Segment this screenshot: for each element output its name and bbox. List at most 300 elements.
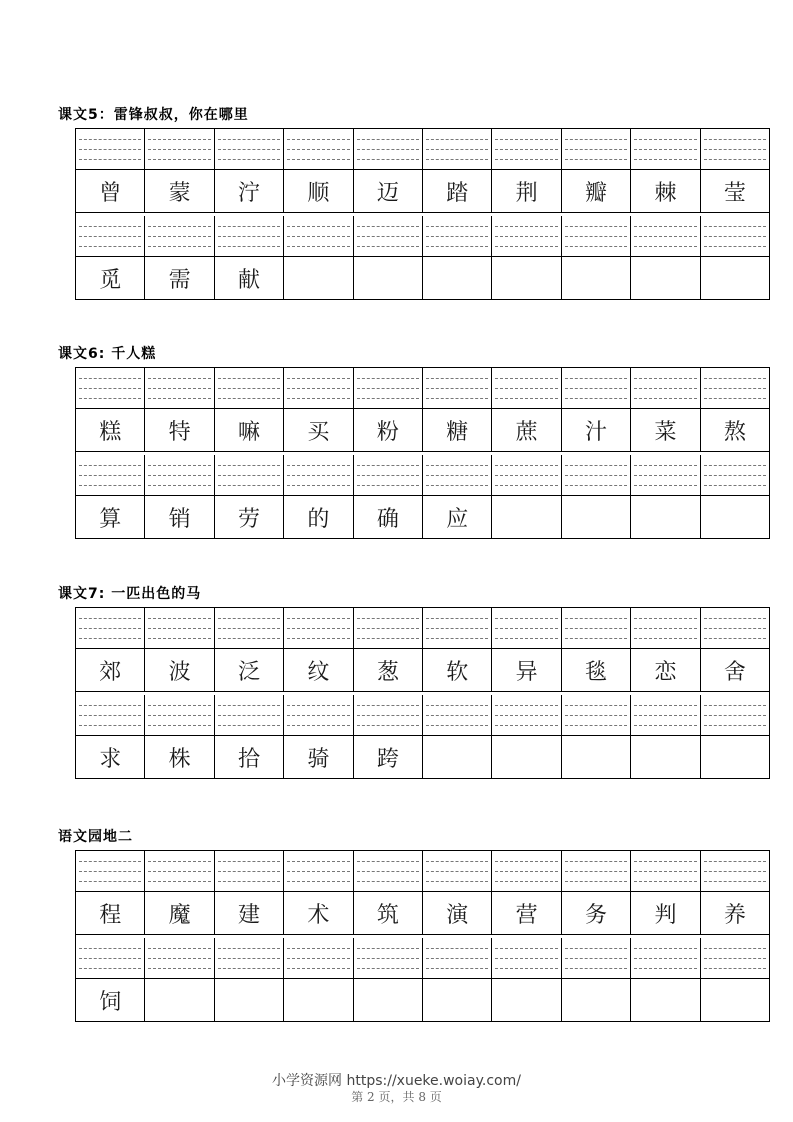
- dashed-guide-line: [565, 861, 627, 862]
- pinyin-cell[interactable]: [631, 129, 700, 169]
- dashed-guide-line: [218, 725, 280, 726]
- hanzi-cell[interactable]: [631, 736, 700, 778]
- hanzi-row: [76, 496, 769, 538]
- dashed-guide-line: [495, 388, 557, 389]
- dashed-guide-line: [287, 465, 349, 466]
- dashed-guide-line: [357, 475, 419, 476]
- dashed-guide-line: [79, 149, 141, 150]
- dashed-guide-line: [495, 226, 557, 227]
- dashed-guide-line: [357, 618, 419, 619]
- dashed-guide-line: [287, 881, 349, 882]
- dashed-guide-line: [426, 388, 488, 389]
- pinyin-cell[interactable]: [631, 695, 700, 735]
- hanzi-cell[interactable]: [492, 736, 561, 778]
- pinyin-cell[interactable]: [354, 455, 423, 495]
- dashed-guide-line: [148, 968, 210, 969]
- dashed-guide-line: [79, 159, 141, 160]
- dashed-guide-line: [148, 246, 210, 247]
- hanzi-cell: 迈: [354, 170, 423, 212]
- pinyin-cell[interactable]: [423, 129, 492, 169]
- pinyin-cell[interactable]: [145, 129, 214, 169]
- character-row: [76, 368, 769, 451]
- hanzi-row: [76, 892, 769, 934]
- dashed-guide-line: [148, 881, 210, 882]
- hanzi-cell[interactable]: [284, 257, 353, 299]
- pinyin-cell[interactable]: [215, 695, 284, 735]
- pinyin-cell[interactable]: [284, 938, 353, 978]
- dashed-guide-line: [357, 725, 419, 726]
- pinyin-cell[interactable]: [145, 938, 214, 978]
- hanzi-cell[interactable]: [354, 257, 423, 299]
- dashed-guide-line: [426, 485, 488, 486]
- dashed-guide-line: [287, 638, 349, 639]
- dashed-guide-line: [79, 881, 141, 882]
- pinyin-cell[interactable]: [631, 455, 700, 495]
- pinyin-cell[interactable]: [76, 455, 145, 495]
- hanzi-row: [76, 409, 769, 451]
- pinyin-cell[interactable]: [145, 216, 214, 256]
- hanzi-cell[interactable]: [631, 257, 700, 299]
- pinyin-cell[interactable]: [701, 368, 769, 408]
- hanzi-cell[interactable]: [423, 736, 492, 778]
- pinyin-cell[interactable]: [631, 368, 700, 408]
- hanzi-cell: 瓣: [562, 170, 631, 212]
- dashed-guide-line: [495, 246, 557, 247]
- dashed-guide-line: [704, 378, 766, 379]
- dashed-guide-line: [495, 715, 557, 716]
- dashed-guide-line: [287, 475, 349, 476]
- dashed-guide-line: [79, 968, 141, 969]
- dashed-guide-line: [218, 159, 280, 160]
- pinyin-cell[interactable]: [492, 368, 561, 408]
- dashed-guide-line: [426, 139, 488, 140]
- character-row: [76, 129, 769, 212]
- dashed-guide-line: [495, 881, 557, 882]
- pinyin-cell[interactable]: [701, 216, 769, 256]
- dashed-guide-line: [704, 628, 766, 629]
- pinyin-cell[interactable]: [423, 695, 492, 735]
- dashed-guide-line: [565, 638, 627, 639]
- hanzi-cell: 嘛: [215, 409, 284, 451]
- pinyin-cell[interactable]: [562, 455, 631, 495]
- hanzi-cell[interactable]: [145, 979, 214, 1021]
- dashed-guide-line: [79, 705, 141, 706]
- dashed-guide-line: [218, 388, 280, 389]
- pinyin-cell[interactable]: [631, 938, 700, 978]
- hanzi-row: [76, 170, 769, 212]
- dashed-guide-line: [495, 236, 557, 237]
- section-title: 课文6: 千人糕: [58, 346, 157, 362]
- dashed-guide-line: [426, 226, 488, 227]
- pinyin-cell[interactable]: [631, 851, 700, 891]
- dashed-guide-line: [704, 236, 766, 237]
- dashed-guide-line: [634, 236, 696, 237]
- hanzi-cell[interactable]: [562, 979, 631, 1021]
- hanzi-cell[interactable]: [701, 257, 769, 299]
- dashed-guide-line: [357, 159, 419, 160]
- dashed-guide-line: [357, 638, 419, 639]
- dashed-guide-line: [565, 236, 627, 237]
- pinyin-cell[interactable]: [701, 695, 769, 735]
- dashed-guide-line: [495, 968, 557, 969]
- pinyin-cell[interactable]: [284, 129, 353, 169]
- pinyin-cell[interactable]: [423, 938, 492, 978]
- pinyin-cell[interactable]: [354, 216, 423, 256]
- dashed-guide-line: [287, 725, 349, 726]
- dashed-guide-line: [634, 871, 696, 872]
- dashed-guide-line: [218, 861, 280, 862]
- hanzi-cell: 郊: [76, 649, 145, 691]
- hanzi-cell[interactable]: [701, 736, 769, 778]
- hanzi-cell[interactable]: [562, 736, 631, 778]
- pinyin-cell[interactable]: [492, 216, 561, 256]
- hanzi-cell: 拾: [215, 736, 284, 778]
- dashed-guide-line: [148, 861, 210, 862]
- dashed-guide-line: [79, 638, 141, 639]
- pinyin-cell[interactable]: [701, 129, 769, 169]
- section-title: 课文5：雷锋叔叔，你在哪里: [58, 107, 249, 123]
- hanzi-cell: 程: [76, 892, 145, 934]
- dashed-guide-line: [218, 246, 280, 247]
- pinyin-cell[interactable]: [145, 851, 214, 891]
- pinyin-cell[interactable]: [76, 851, 145, 891]
- pinyin-cell[interactable]: [76, 129, 145, 169]
- dashed-guide-line: [148, 871, 210, 872]
- pinyin-cell[interactable]: [354, 695, 423, 735]
- pinyin-cell[interactable]: [284, 608, 353, 648]
- dashed-guide-line: [704, 226, 766, 227]
- dashed-guide-line: [79, 618, 141, 619]
- dashed-guide-line: [287, 871, 349, 872]
- character-row: [76, 938, 769, 1021]
- dashed-guide-line: [287, 246, 349, 247]
- dashed-guide-line: [287, 628, 349, 629]
- hanzi-cell: 荆: [492, 170, 561, 212]
- dashed-guide-line: [495, 638, 557, 639]
- dashed-guide-line: [704, 618, 766, 619]
- pinyin-cell[interactable]: [76, 695, 145, 735]
- dashed-guide-line: [218, 226, 280, 227]
- dashed-guide-line: [148, 226, 210, 227]
- pinyin-cell[interactable]: [492, 938, 561, 978]
- hanzi-cell[interactable]: [701, 979, 769, 1021]
- dashed-guide-line: [704, 485, 766, 486]
- hanzi-cell[interactable]: [562, 496, 631, 538]
- hanzi-cell: 菜: [631, 409, 700, 451]
- dashed-guide-line: [426, 638, 488, 639]
- hanzi-cell: 波: [145, 649, 214, 691]
- pinyin-cell[interactable]: [354, 608, 423, 648]
- character-row: [76, 455, 769, 538]
- dashed-guide-line: [357, 378, 419, 379]
- dashed-guide-line: [218, 465, 280, 466]
- tianzige-grid: [75, 607, 770, 779]
- dashed-guide-line: [148, 465, 210, 466]
- dashed-guide-line: [148, 638, 210, 639]
- dashed-guide-line: [565, 149, 627, 150]
- pinyin-cell[interactable]: [562, 938, 631, 978]
- hanzi-cell: 泛: [215, 649, 284, 691]
- dashed-guide-line: [148, 725, 210, 726]
- hanzi-cell[interactable]: [492, 496, 561, 538]
- pinyin-cell[interactable]: [284, 851, 353, 891]
- dashed-guide-line: [79, 871, 141, 872]
- dashed-guide-line: [704, 948, 766, 949]
- dashed-guide-line: [634, 139, 696, 140]
- dashed-guide-line: [357, 861, 419, 862]
- pinyin-cell[interactable]: [284, 216, 353, 256]
- hanzi-cell: 泞: [215, 170, 284, 212]
- hanzi-cell[interactable]: [492, 979, 561, 1021]
- dashed-guide-line: [357, 871, 419, 872]
- dashed-guide-line: [634, 246, 696, 247]
- character-row: [76, 608, 769, 691]
- pinyin-cell[interactable]: [423, 216, 492, 256]
- hanzi-cell[interactable]: [562, 257, 631, 299]
- dashed-guide-line: [148, 475, 210, 476]
- dashed-guide-line: [565, 628, 627, 629]
- dashed-guide-line: [565, 388, 627, 389]
- dashed-guide-line: [426, 628, 488, 629]
- pinyin-cell[interactable]: [423, 455, 492, 495]
- pinyin-cell[interactable]: [284, 695, 353, 735]
- dashed-guide-line: [634, 159, 696, 160]
- dashed-guide-line: [218, 398, 280, 399]
- hanzi-cell: 跨: [354, 736, 423, 778]
- pinyin-cell[interactable]: [76, 216, 145, 256]
- hanzi-cell: 棘: [631, 170, 700, 212]
- dashed-guide-line: [357, 715, 419, 716]
- hanzi-cell: 筑: [354, 892, 423, 934]
- dashed-guide-line: [426, 871, 488, 872]
- dashed-guide-line: [148, 715, 210, 716]
- dashed-guide-line: [287, 236, 349, 237]
- dashed-guide-line: [79, 725, 141, 726]
- pinyin-cell[interactable]: [76, 368, 145, 408]
- dashed-guide-line: [634, 378, 696, 379]
- hanzi-cell: 魔: [145, 892, 214, 934]
- hanzi-cell: 算: [76, 496, 145, 538]
- dashed-guide-line: [287, 968, 349, 969]
- dashed-guide-line: [704, 958, 766, 959]
- pinyin-cell[interactable]: [215, 129, 284, 169]
- pinyin-cell[interactable]: [145, 368, 214, 408]
- pinyin-writing-row: [76, 851, 769, 892]
- hanzi-cell[interactable]: [631, 496, 700, 538]
- dashed-guide-line: [495, 485, 557, 486]
- dashed-guide-line: [634, 149, 696, 150]
- dashed-guide-line: [634, 861, 696, 862]
- pinyin-cell[interactable]: [492, 851, 561, 891]
- dashed-guide-line: [634, 958, 696, 959]
- pinyin-cell[interactable]: [76, 938, 145, 978]
- hanzi-cell: 觅: [76, 257, 145, 299]
- hanzi-cell[interactable]: [631, 979, 700, 1021]
- dashed-guide-line: [634, 948, 696, 949]
- pinyin-writing-row: [76, 695, 769, 736]
- hanzi-cell[interactable]: [284, 979, 353, 1021]
- dashed-guide-line: [426, 725, 488, 726]
- pinyin-cell[interactable]: [492, 129, 561, 169]
- pinyin-cell[interactable]: [492, 695, 561, 735]
- hanzi-cell: 献: [215, 257, 284, 299]
- dashed-guide-line: [79, 475, 141, 476]
- dashed-guide-line: [148, 618, 210, 619]
- hanzi-cell: 蒙: [145, 170, 214, 212]
- dashed-guide-line: [704, 725, 766, 726]
- dashed-guide-line: [426, 968, 488, 969]
- dashed-guide-line: [148, 398, 210, 399]
- pinyin-cell[interactable]: [215, 608, 284, 648]
- pinyin-cell[interactable]: [215, 368, 284, 408]
- dashed-guide-line: [634, 968, 696, 969]
- dashed-guide-line: [634, 475, 696, 476]
- dashed-guide-line: [495, 958, 557, 959]
- hanzi-cell: 术: [284, 892, 353, 934]
- pinyin-cell[interactable]: [354, 938, 423, 978]
- pinyin-cell[interactable]: [145, 608, 214, 648]
- dashed-guide-line: [495, 378, 557, 379]
- hanzi-cell: 粉: [354, 409, 423, 451]
- hanzi-cell[interactable]: [701, 496, 769, 538]
- dashed-guide-line: [218, 485, 280, 486]
- hanzi-cell: 特: [145, 409, 214, 451]
- pinyin-cell[interactable]: [284, 368, 353, 408]
- dashed-guide-line: [495, 948, 557, 949]
- pinyin-cell[interactable]: [562, 129, 631, 169]
- dashed-guide-line: [495, 871, 557, 872]
- dashed-guide-line: [148, 388, 210, 389]
- pinyin-cell[interactable]: [492, 455, 561, 495]
- pinyin-cell[interactable]: [631, 216, 700, 256]
- dashed-guide-line: [704, 705, 766, 706]
- pinyin-cell[interactable]: [423, 851, 492, 891]
- dashed-guide-line: [634, 226, 696, 227]
- dashed-guide-line: [426, 475, 488, 476]
- dashed-guide-line: [287, 159, 349, 160]
- dashed-guide-line: [704, 968, 766, 969]
- dashed-guide-line: [704, 715, 766, 716]
- dashed-guide-line: [218, 871, 280, 872]
- pinyin-cell[interactable]: [701, 455, 769, 495]
- pinyin-cell[interactable]: [701, 938, 769, 978]
- dashed-guide-line: [634, 398, 696, 399]
- dashed-guide-line: [357, 628, 419, 629]
- hanzi-cell[interactable]: [215, 979, 284, 1021]
- pinyin-cell[interactable]: [562, 368, 631, 408]
- hanzi-row: [76, 736, 769, 778]
- dashed-guide-line: [148, 159, 210, 160]
- dashed-guide-line: [218, 139, 280, 140]
- pinyin-cell[interactable]: [354, 368, 423, 408]
- hanzi-cell: 莹: [723, 180, 746, 206]
- pinyin-cell[interactable]: [701, 851, 769, 891]
- dashed-guide-line: [495, 618, 557, 619]
- pinyin-cell[interactable]: [631, 608, 700, 648]
- hanzi-cell: 舍: [723, 659, 746, 685]
- dashed-guide-line: [426, 948, 488, 949]
- hanzi-cell[interactable]: [354, 979, 423, 1021]
- dashed-guide-line: [426, 705, 488, 706]
- pinyin-writing-row: [76, 368, 769, 409]
- dashed-guide-line: [218, 149, 280, 150]
- dashed-guide-line: [565, 475, 627, 476]
- dashed-guide-line: [704, 871, 766, 872]
- dashed-guide-line: [495, 159, 557, 160]
- dashed-guide-line: [495, 475, 557, 476]
- hanzi-cell: 骑: [284, 736, 353, 778]
- page-number: 第 2 页，共 8 页: [351, 1090, 442, 1104]
- dashed-guide-line: [148, 139, 210, 140]
- section-title: 语文园地二: [58, 829, 133, 845]
- dashed-guide-line: [148, 378, 210, 379]
- dashed-guide-line: [79, 958, 141, 959]
- pinyin-cell[interactable]: [284, 455, 353, 495]
- hanzi-cell: 株: [145, 736, 214, 778]
- pinyin-cell[interactable]: [354, 851, 423, 891]
- dashed-guide-line: [357, 465, 419, 466]
- hanzi-cell: 应: [423, 496, 492, 538]
- pinyin-cell[interactable]: [492, 608, 561, 648]
- dashed-guide-line: [565, 881, 627, 882]
- pinyin-cell[interactable]: [562, 695, 631, 735]
- pinyin-cell[interactable]: [562, 851, 631, 891]
- pinyin-cell[interactable]: [562, 608, 631, 648]
- dashed-guide-line: [704, 149, 766, 150]
- dashed-guide-line: [634, 618, 696, 619]
- dashed-guide-line: [218, 968, 280, 969]
- hanzi-cell: 演: [423, 892, 492, 934]
- dashed-guide-line: [79, 236, 141, 237]
- dashed-guide-line: [357, 968, 419, 969]
- hanzi-cell: 毯: [562, 649, 631, 691]
- dashed-guide-line: [218, 236, 280, 237]
- dashed-guide-line: [495, 139, 557, 140]
- pinyin-cell[interactable]: [145, 695, 214, 735]
- pinyin-cell[interactable]: [76, 608, 145, 648]
- hanzi-cell: 汁: [562, 409, 631, 451]
- pinyin-cell[interactable]: [423, 368, 492, 408]
- pinyin-cell[interactable]: [145, 455, 214, 495]
- character-row: [76, 851, 769, 934]
- dashed-guide-line: [287, 958, 349, 959]
- pinyin-cell[interactable]: [215, 851, 284, 891]
- section-title: 课文7: 一匹出色的马: [58, 586, 202, 602]
- hanzi-cell: 葱: [354, 649, 423, 691]
- pinyin-cell[interactable]: [215, 216, 284, 256]
- tianzige-grid: [75, 850, 770, 1022]
- pinyin-cell[interactable]: [215, 938, 284, 978]
- pinyin-cell[interactable]: [354, 129, 423, 169]
- pinyin-cell[interactable]: [701, 608, 769, 648]
- hanzi-cell: 曾: [76, 170, 145, 212]
- pinyin-cell[interactable]: [215, 455, 284, 495]
- hanzi-row: [76, 649, 769, 691]
- hanzi-cell[interactable]: [423, 979, 492, 1021]
- dashed-guide-line: [357, 388, 419, 389]
- dashed-guide-line: [357, 958, 419, 959]
- dashed-guide-line: [79, 861, 141, 862]
- dashed-guide-line: [565, 715, 627, 716]
- hanzi-cell: 建: [215, 892, 284, 934]
- pinyin-cell[interactable]: [423, 608, 492, 648]
- pinyin-writing-row: [76, 455, 769, 496]
- pinyin-writing-row: [76, 938, 769, 979]
- dashed-guide-line: [565, 226, 627, 227]
- pinyin-cell[interactable]: [562, 216, 631, 256]
- hanzi-cell[interactable]: [423, 257, 492, 299]
- hanzi-cell[interactable]: [492, 257, 561, 299]
